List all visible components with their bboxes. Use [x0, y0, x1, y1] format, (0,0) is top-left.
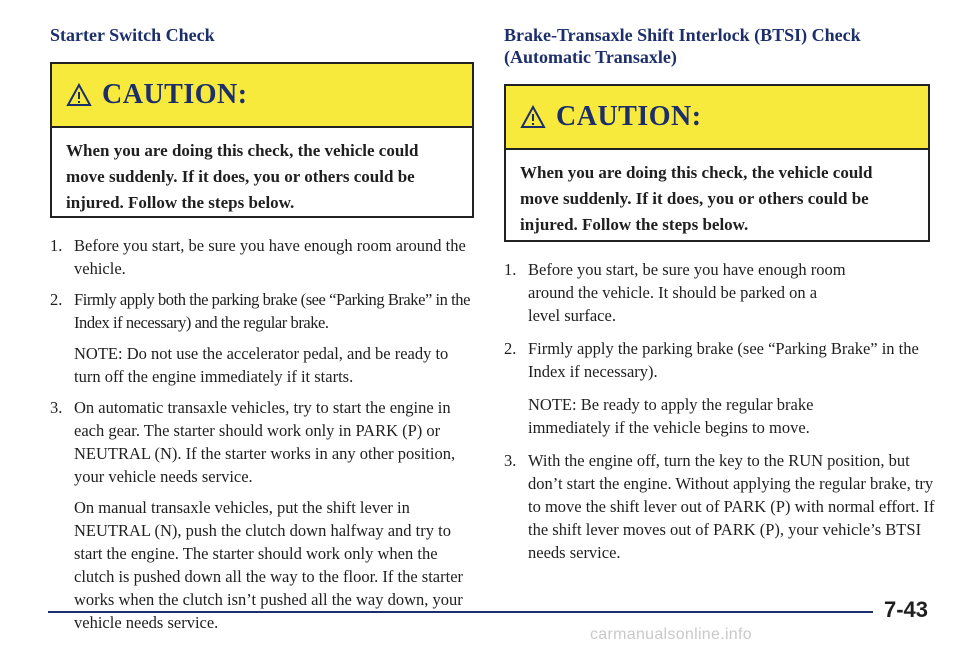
step-number: 2.	[504, 339, 517, 358]
list-item	[504, 449, 936, 564]
list-item	[504, 337, 936, 439]
steps-list	[504, 258, 936, 564]
caution-text: When you are doing this check, the vehicle could move suddenly. If it does, you or others could be injured. Follow the steps below.	[66, 141, 419, 212]
list-item	[50, 234, 474, 280]
caution-header	[506, 86, 928, 150]
section-title-starter-switch-check: Starter Switch Check	[50, 25, 215, 45]
warning-triangle-icon	[520, 105, 546, 129]
step-text: Firmly apply the parking brake (see “Parking Brake” in the Index if necessary).	[528, 339, 919, 381]
step-text: Before you start, be sure you have enough room around the vehicle. It should be parked on a level surface.	[528, 260, 846, 325]
step-note: NOTE: Be ready to apply the regular brake immediately if the vehicle begins to move.	[528, 395, 814, 437]
caution-header	[52, 64, 472, 128]
step-note: NOTE: Do not use the accelerator pedal, and be ready to turn off the engine immediately if it starts.	[74, 344, 449, 386]
caution-text: When you are doing this check, the vehicle could move suddenly. If it does, you or others could be injured. Follow the steps below.	[520, 163, 873, 234]
step-text: Before you start, be sure you have enough room around the vehicle.	[74, 236, 466, 278]
step-number: 1.	[50, 236, 63, 255]
footer-rule	[48, 611, 873, 613]
section-title-btsi-check	[504, 24, 861, 68]
step-number: 2.	[50, 290, 63, 309]
step-text: On automatic transaxle vehicles, try to start the engine in each gear. The starter should work only in PARK (P) or NEUTRAL (N). If the starter works in any other position, your vehicle needs service.	[74, 398, 456, 486]
watermark: carmanualsonline.info	[590, 626, 752, 643]
step-number: 1.	[504, 260, 517, 279]
step-number: 3.	[50, 398, 63, 417]
step-text: With the engine off, turn the key to the RUN position, but don’t start the engine. Without applying the regular brake, try to move the shift lever out of PARK (P) with normal effort. If the shift lever moves out of PARK (P), your vehicle’s BTSI needs service.	[528, 451, 935, 562]
caution-box	[50, 62, 474, 218]
list-item	[504, 258, 936, 327]
list-item	[50, 396, 474, 634]
step-text: Firmly apply both the parking brake (see “Parking Brake” in the Index if necessary) and the regular brake.	[74, 290, 470, 332]
section-title-line-1: Brake-Transaxle Shift Interlock (BTSI) Check	[504, 25, 861, 45]
page-number: 7-43	[884, 597, 929, 622]
list-item	[50, 288, 474, 388]
warning-triangle-icon	[66, 83, 92, 107]
caution-label: CAUTION:	[102, 79, 248, 110]
step-note: On manual transaxle vehicles, put the shift lever in NEUTRAL (N), push the clutch down halfway and try to start the engine. The starter should work only when the clutch is pushed down all the way to the floor. If the starter works when the clutch isn’t pushed all the way down, your vehicle needs service.	[74, 498, 464, 632]
caution-label: CAUTION:	[556, 101, 702, 132]
step-number: 3.	[504, 451, 517, 470]
steps-list	[50, 234, 474, 634]
section-title-line-2: (Automatic Transaxle)	[504, 47, 677, 67]
caution-box	[504, 84, 930, 242]
